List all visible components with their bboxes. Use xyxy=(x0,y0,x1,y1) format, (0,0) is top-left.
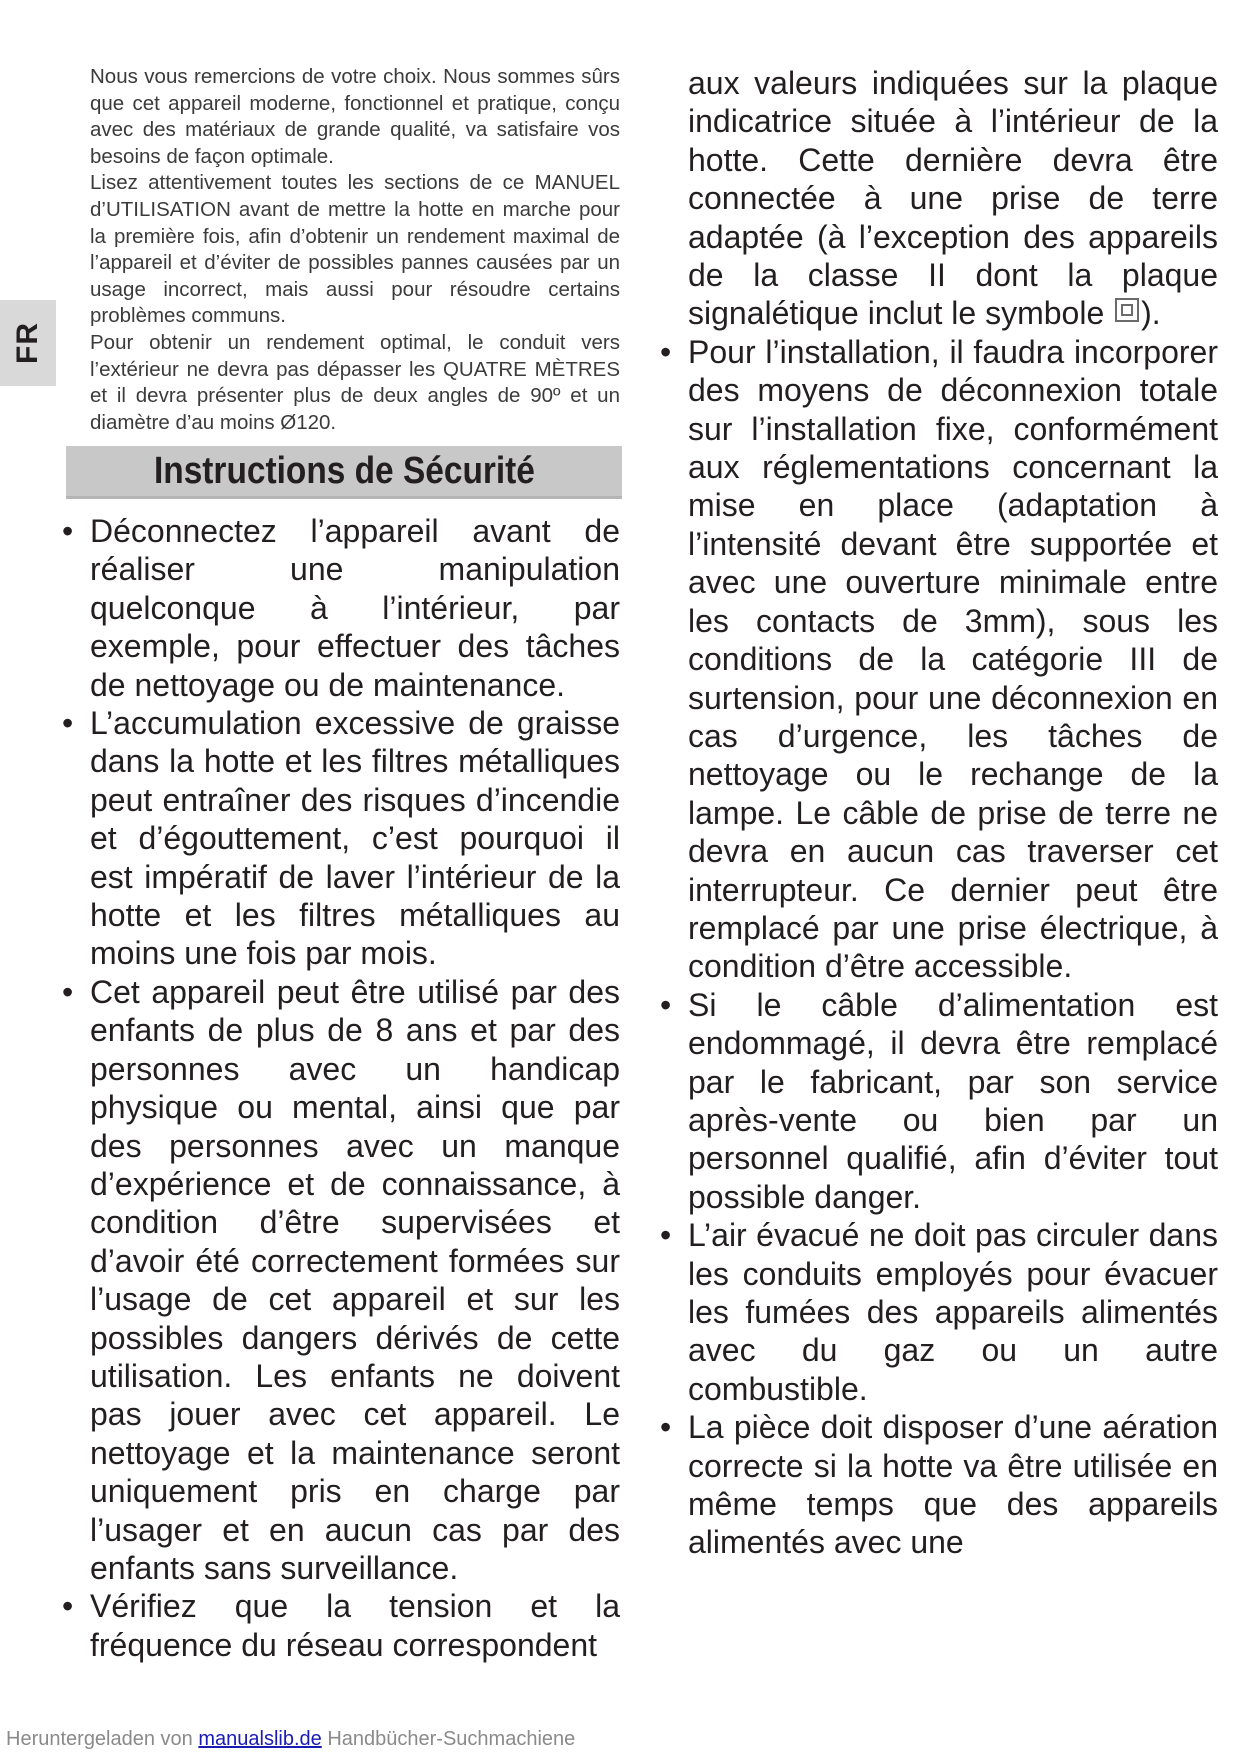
safety-list-right xyxy=(688,333,1218,1562)
right-column xyxy=(688,64,1218,1562)
language-tab xyxy=(0,300,56,386)
intro-paragraph-2: Lisez attentivement toutes les sections de ce MANUEL d’UTILISATION avant de mettre la hotte en marche pour la première fois, afin d’obtenir un rendement maximal de l’appareil et d’éviter de possibles pannes causées par un usage incorrect, mais aussi pour résoudre certains problèmes communs. xyxy=(90,171,620,328)
list-item: • Déconnectez l’appareil avant de réaliser une manipulation quelconque à l’intérieur, par exemple, pour effectuer des tâches de nettoyage ou de maintenance. xyxy=(90,512,620,704)
list-item: • L’accumulation excessive de graisse dans la hotte et les filtres métalliques peut entraîner des risques d’incendie et d’égouttement, c’est pourquoi il est impératif de laver l’intérieur de la hotte et les filtres métalliques au moins une fois par mois. xyxy=(90,704,620,973)
intro-paragraph-3: Pour obtenir un rendement optimal, le conduit vers l’extérieur ne devra pas dépasser les QUATRE MÈTRES et il devra présenter plus de deux angles de 90º et un diamètre d’au moins Ø120. xyxy=(90,330,620,434)
list-item: • La pièce doit disposer d’une aération correcte si la hotte va être utilisée en même temps que des appareils alimentés avec une xyxy=(688,1408,1218,1562)
list-item: • Pour l’installation, il faudra incorporer des moyens de déconnexion totale sur l’installation fixe, conformément aux réglementations concernant la mise en place (adaptation à l’intensité devant être supportée et avec une ouverture minimale entre les contacts de 3mm), sous les conditions de la catégorie III de surtension, pour une déconnexion en cas d’urgence, les tâches de nettoyage ou le rechange de la lampe. Le câble de prise de terre ne devra en aucun cas traverser cet interrupteur. Ce dernier peut être remplacé par une prise électrique, à condition d’être accessible. xyxy=(688,333,1218,986)
list-item: • Vérifiez que la tension et la fréquence du réseau correspondent xyxy=(90,1587,620,1664)
footer-prefix: Heruntergeladen von xyxy=(6,1728,193,1750)
intro-paragraph-1: Nous vous remercions de votre choix. Nous sommes sûrs que cet appareil moderne, fonctionnel et pratique, conçu avec des matériaux de grande qualité, va satisfaire vos besoins de façon optimale. xyxy=(90,65,620,168)
continued-text xyxy=(688,64,1218,333)
download-footer xyxy=(6,1728,575,1751)
intro-text xyxy=(90,64,620,436)
safety-list-left xyxy=(90,512,620,1664)
class-ii-symbol-icon xyxy=(1115,298,1139,322)
section-header xyxy=(66,446,622,499)
continued-text-body: aux valeurs indiquées sur la plaque indicatrice située à l’intérieur de la hotte. Cette dernière devra être connectée à une prise de terre adaptée (à l’exception des appareils de la classe II dont la plaque signalétique inclut le symbole xyxy=(688,65,1218,332)
continued-text-tail: ). xyxy=(1141,295,1161,332)
section-title: Instructions de Sécurité xyxy=(153,449,535,492)
language-tab-label: FR xyxy=(11,322,44,364)
list-item: • Si le câble d’alimentation est endommagé, il devra être remplacé par le fabricant, par son service après-vente ou bien par un personnel qualifié, afin d’éviter tout possible danger. xyxy=(688,986,1218,1216)
footer-suffix: Handbücher-Suchmachiene xyxy=(327,1728,576,1750)
list-item: • L’air évacué ne doit pas circuler dans les conduits employés pour évacuer les fumées des appareils alimentés avec du gaz ou un autre combustible. xyxy=(688,1216,1218,1408)
manualslib-link[interactable]: manualslib.de xyxy=(198,1728,322,1750)
list-item: • Cet appareil peut être utilisé par des enfants de plus de 8 ans et par des personnes avec un handicap physique ou mental, ainsi que par des personnes avec un manque d’expérience et de connaissance, à condition d’être supervisées et d’avoir été correctement formées sur l’usage de cet appareil et sur les possibles dangers dérivés de cette utilisation. Les enfants ne doivent pas jouer avec cet appareil. Le nettoyage et la maintenance seront uniquement pris en charge par l’usager et en aucun cas par des enfants sans surveillance. xyxy=(90,973,620,1588)
